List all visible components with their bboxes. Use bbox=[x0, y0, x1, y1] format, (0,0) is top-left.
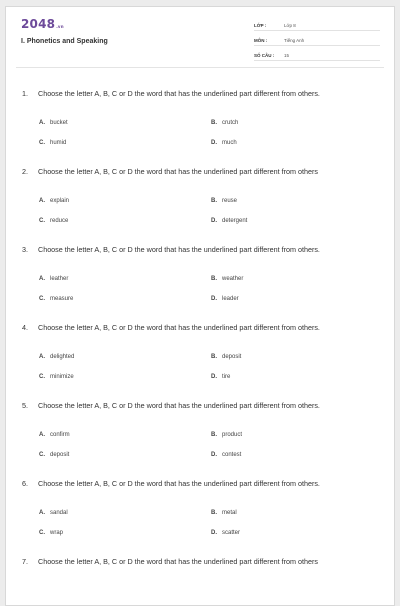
answer-option[interactable] bbox=[211, 510, 380, 516]
option-letter: A. bbox=[39, 276, 45, 282]
question-text: Choose the letter A, B, C or D the word that has the underlined part different from others bbox=[38, 167, 318, 176]
worksheet bbox=[5, 6, 395, 606]
option-letter: A. bbox=[39, 354, 45, 360]
info-key: SỐ CÂU : bbox=[254, 53, 275, 58]
answer-option[interactable] bbox=[211, 530, 380, 536]
option-text: bucket bbox=[50, 120, 68, 126]
option-text: detergent bbox=[222, 218, 248, 224]
option-letter: A. bbox=[39, 510, 45, 516]
answer-options bbox=[22, 120, 380, 146]
option-letter: B. bbox=[211, 432, 217, 438]
question-item bbox=[22, 478, 380, 536]
question-prompt bbox=[22, 556, 380, 568]
answer-options bbox=[22, 198, 380, 224]
info-value: Lớp 8 bbox=[284, 23, 296, 28]
option-letter: D. bbox=[211, 374, 217, 380]
answer-option[interactable] bbox=[39, 296, 211, 302]
option-text: scatter bbox=[222, 530, 241, 536]
question-text: Choose the letter A, B, C or D the word that has the underlined part different from others. bbox=[38, 89, 320, 98]
answer-option[interactable] bbox=[211, 140, 380, 146]
question-number: 2. bbox=[22, 167, 28, 176]
answer-options bbox=[22, 276, 380, 302]
option-text: contest bbox=[222, 452, 242, 458]
info-value: Tiếng Anh bbox=[284, 38, 305, 43]
answer-options bbox=[22, 510, 380, 536]
option-text: metal bbox=[222, 510, 237, 516]
question-item bbox=[22, 244, 380, 302]
question-number: 1. bbox=[22, 89, 28, 98]
question-number: 4. bbox=[22, 323, 28, 332]
question-prompt bbox=[22, 244, 380, 256]
answer-option[interactable] bbox=[39, 510, 211, 516]
answer-option[interactable] bbox=[211, 374, 380, 380]
option-text: reduce bbox=[50, 218, 69, 224]
info-row-subject bbox=[254, 34, 380, 46]
answer-option[interactable] bbox=[211, 452, 380, 458]
option-text: crutch bbox=[222, 120, 239, 126]
option-text: delighted bbox=[50, 354, 75, 360]
option-letter: B. bbox=[211, 120, 217, 126]
option-text: minimize bbox=[50, 374, 74, 380]
option-text: humid bbox=[50, 140, 67, 146]
answer-option[interactable] bbox=[39, 218, 211, 224]
option-letter: D. bbox=[211, 218, 217, 224]
option-letter: C. bbox=[39, 374, 45, 380]
question-number: 7. bbox=[22, 557, 28, 566]
section-title: I. Phonetics and Speaking bbox=[21, 38, 108, 45]
option-letter: D. bbox=[211, 530, 217, 536]
info-row-question-count bbox=[254, 49, 380, 61]
info-row-class bbox=[254, 19, 380, 31]
option-text: confirm bbox=[50, 432, 70, 438]
option-letter: A. bbox=[39, 198, 45, 204]
question-list bbox=[6, 88, 394, 568]
option-text: deposit bbox=[50, 452, 70, 458]
option-letter: D. bbox=[211, 140, 217, 146]
answer-option[interactable] bbox=[211, 296, 380, 302]
question-text: Choose the letter A, B, C or D the word that has the underlined part different from others bbox=[38, 557, 318, 566]
question-item bbox=[22, 556, 380, 568]
logo-text: 2048 bbox=[21, 17, 56, 31]
answer-option[interactable] bbox=[39, 530, 211, 536]
option-letter: C. bbox=[39, 452, 45, 458]
question-text: Choose the letter A, B, C or D the word that has the underlined part different from others. bbox=[38, 323, 320, 332]
question-item bbox=[22, 166, 380, 224]
info-value: 15 bbox=[284, 53, 290, 58]
question-prompt bbox=[22, 88, 380, 100]
worksheet-header bbox=[6, 7, 394, 67]
option-letter: B. bbox=[211, 198, 217, 204]
option-letter: B. bbox=[211, 510, 217, 516]
option-text: deposit bbox=[222, 354, 242, 360]
option-text: sandal bbox=[50, 510, 68, 516]
answer-option[interactable] bbox=[211, 354, 380, 360]
option-text: reuse bbox=[222, 198, 238, 204]
answer-options bbox=[22, 432, 380, 458]
question-text: Choose the letter A, B, C or D the word that has the underlined part different from others. bbox=[38, 479, 320, 488]
question-number: 5. bbox=[22, 401, 28, 410]
info-key: MÔN : bbox=[254, 38, 268, 43]
option-text: measure bbox=[50, 296, 74, 302]
question-number: 6. bbox=[22, 479, 28, 488]
logo-tld: .vn bbox=[56, 24, 64, 29]
answer-option[interactable] bbox=[211, 432, 380, 438]
question-item bbox=[22, 322, 380, 380]
question-number: 3. bbox=[22, 245, 28, 254]
option-letter: B. bbox=[211, 354, 217, 360]
option-text: product bbox=[222, 432, 243, 438]
info-panel bbox=[254, 19, 380, 64]
option-letter: D. bbox=[211, 452, 217, 458]
answer-option[interactable] bbox=[39, 354, 211, 360]
question-item bbox=[22, 88, 380, 146]
option-letter: A. bbox=[39, 120, 45, 126]
option-text: leather bbox=[50, 276, 69, 282]
option-text: weather bbox=[222, 276, 244, 282]
header-divider bbox=[16, 67, 384, 68]
option-text: tire bbox=[222, 374, 231, 380]
answer-option[interactable] bbox=[211, 218, 380, 224]
answer-option[interactable] bbox=[39, 452, 211, 458]
answer-option[interactable] bbox=[39, 120, 211, 126]
question-item bbox=[22, 400, 380, 458]
option-letter: C. bbox=[39, 296, 45, 302]
option-letter: A. bbox=[39, 432, 45, 438]
option-text: wrap bbox=[50, 530, 64, 536]
answer-option[interactable] bbox=[211, 276, 380, 282]
answer-option[interactable] bbox=[211, 120, 380, 126]
answer-option[interactable] bbox=[39, 276, 211, 282]
option-letter: B. bbox=[211, 276, 217, 282]
info-key: LỚP : bbox=[254, 23, 267, 28]
question-prompt bbox=[22, 400, 380, 412]
answer-option[interactable] bbox=[39, 198, 211, 204]
answer-option[interactable] bbox=[211, 198, 380, 204]
question-prompt bbox=[22, 478, 380, 490]
option-letter: C. bbox=[39, 140, 45, 146]
option-text: explain bbox=[50, 198, 70, 204]
option-letter: C. bbox=[39, 218, 45, 224]
answer-option[interactable] bbox=[39, 140, 211, 146]
answer-option[interactable] bbox=[39, 374, 211, 380]
answer-options bbox=[22, 354, 380, 380]
option-letter: C. bbox=[39, 530, 45, 536]
question-text: Choose the letter A, B, C or D the word that has the underlined part different from others. bbox=[38, 245, 320, 254]
question-text: Choose the letter A, B, C or D the word that has the underlined part different from others. bbox=[38, 401, 320, 410]
question-prompt bbox=[22, 166, 380, 178]
option-letter: D. bbox=[211, 296, 217, 302]
option-text: much bbox=[222, 140, 237, 146]
option-text: leader bbox=[222, 296, 239, 302]
question-prompt bbox=[22, 322, 380, 334]
answer-option[interactable] bbox=[39, 432, 211, 438]
